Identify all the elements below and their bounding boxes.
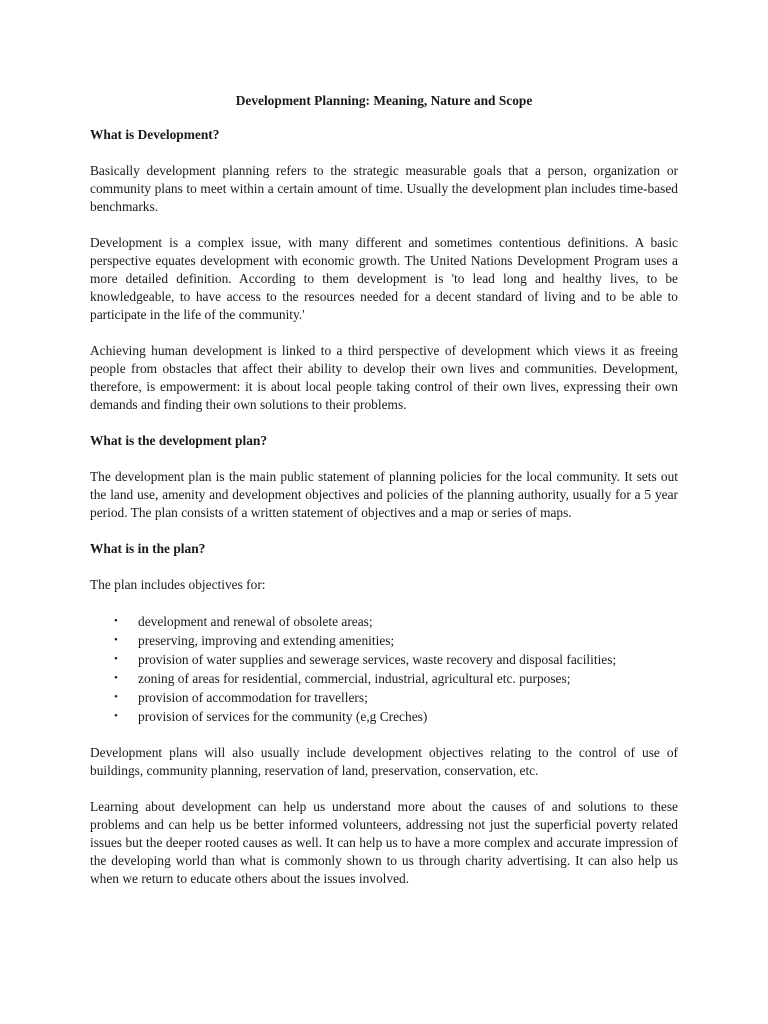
list-intro: The plan includes objectives for: — [90, 577, 266, 592]
list-item-text: provision of water supplies and sewerage services, waste recovery and disposal facilities; — [138, 652, 617, 667]
bullet-icon: • — [114, 691, 118, 703]
list-item-text: development and renewal of obsolete areas; — [138, 614, 373, 629]
list-item — [114, 650, 678, 669]
document-title: Development Planning: Meaning, Nature and Scope — [235, 93, 533, 108]
bullet-icon: • — [114, 710, 118, 722]
paragraph: Development plans will also usually include development objectives relating to the control of use of buildings, community planning, reservation of land, preservation, conservation, etc. — [90, 745, 678, 778]
heading-development-plan: What is the development plan? — [90, 433, 268, 448]
list-item — [114, 688, 678, 707]
bullet-icon: • — [114, 672, 118, 684]
paragraph: The development plan is the main public statement of planning policies for the local community. It sets out the land use, amenity and development objectives and policies of the planning authority, usually for a 5 year period. The plan consists of a written statement of objectives and a map or series of maps. — [90, 469, 678, 520]
list-item — [114, 631, 678, 650]
bullet-icon: • — [114, 615, 118, 627]
paragraph: Basically development planning refers to the strategic measurable goals that a person, organization or community plans to meet within a certain amount of time. Usually the development plan includes time-based benchmarks. — [90, 163, 678, 214]
heading-in-the-plan: What is in the plan? — [90, 541, 206, 556]
paragraph: Learning about development can help us understand more about the causes of and solutions to these problems and can help us be better informed volunteers, addressing not just the superficial poverty related issues but the deeper rooted causes as well. It can help us to have a more complex and accurate impression of the developing world than what is commonly shown to us through charity advertising. It can also help us when we return to educate others about the issues involved. — [90, 799, 678, 886]
list-item-text: provision of accommodation for travellers; — [138, 690, 368, 705]
paragraph: Achieving human development is linked to a third perspective of development which views it as freeing people from obstacles that affect their ability to develop their own lives and communities. Development, therefore, is empowerment: it is about local people taking control of their own lives, expressing their own demands and finding their own solutions to their problems. — [90, 343, 678, 412]
list-item-text: zoning of areas for residential, commercial, industrial, agricultural etc. purposes; — [138, 671, 571, 686]
document-page — [90, 92, 678, 906]
list-item — [114, 707, 678, 726]
paragraph: Development is a complex issue, with many different and sometimes contentious definitions. A basic perspective equates development with economic growth. The United Nations Development Program uses a more detailed definition. According to them development is 'to lead long and healthy lives, to be knowledgeable, to have access to the resources needed for a decent standard of living and to be able to participate in the life of the community.' — [90, 235, 678, 322]
objectives-list — [90, 612, 678, 726]
list-item-text: preserving, improving and extending amenities; — [138, 633, 395, 648]
list-item — [114, 669, 678, 688]
bullet-icon: • — [114, 653, 118, 665]
heading-what-is-development: What is Development? — [90, 127, 220, 142]
list-item — [114, 612, 678, 631]
bullet-icon: • — [114, 634, 118, 646]
list-item-text: provision of services for the community (e,g Creches) — [138, 709, 428, 724]
